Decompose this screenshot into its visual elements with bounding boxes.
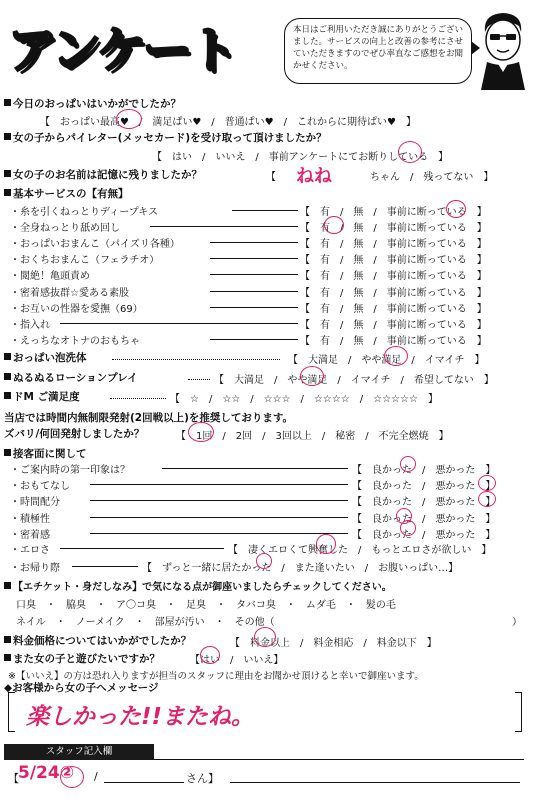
staff-mascot-icon: [477, 10, 529, 90]
q4-item: ・全身ねっとり舐め回し: [10, 223, 120, 235]
q4-item: ・密着感抜群☆愛ある素股: [10, 287, 129, 299]
q9-item: ・時間配分: [10, 497, 60, 509]
q12-label: また女の子と遊びたいですか？: [4, 651, 160, 666]
q4-item: ・おっぱいおまんこ（パイズリ各種）: [10, 239, 180, 251]
q4-item: ・閲絶！亀頭責め: [10, 271, 90, 283]
q9-item-rule: [90, 500, 348, 501]
q9-item2-mark: [478, 475, 496, 491]
q10-close: ）: [512, 617, 522, 628]
q4-item-rule: [150, 226, 298, 227]
q12-options[interactable]: 【はい / いいえ】: [190, 655, 284, 666]
q4-label: 基本サービスの【有無】: [4, 186, 129, 201]
q11-label: 料金価格についてはいかがでしたか？: [4, 633, 191, 648]
message-box[interactable]: [4, 692, 526, 732]
q8-mark: [188, 422, 214, 442]
q9-item-options[interactable]: 【 良かった / 悪かった 】: [352, 465, 496, 476]
q4-item-rule: [210, 291, 298, 292]
q9-item-rule: [90, 484, 348, 485]
q4-item: ・お互いの性器を愛撫（69）: [10, 303, 143, 315]
q4-item1-mark: [446, 200, 466, 218]
q11-mark: [254, 627, 276, 647]
q9-eroti-options[interactable]: 【 凄くエロくて興奮した / もっとエロさが欲しい 】: [228, 545, 492, 556]
q6-options[interactable]: 【 大満足 / やや満足 / イマイチ / 希望してない 】: [214, 375, 494, 386]
q12-mark: [200, 646, 220, 664]
q4-item2-mark: [324, 216, 344, 234]
q9-eroti-rule: [60, 548, 224, 549]
q3-label: 女の子のお名前は記憶に残りましたか？: [4, 167, 202, 182]
q2-label: 女の子からパイレター(メッセカード)を受け取って頂けましたか？: [4, 130, 327, 145]
q4-item-options[interactable]: 【 有 / 無 / 事前に断っている 】: [300, 335, 487, 347]
q9-item-options[interactable]: 【 良かった / 悪かった 】: [352, 497, 496, 509]
staff-label: スタッフ記入欄: [4, 744, 154, 760]
message-bracket-left: [8, 692, 15, 732]
staff-date-handwritten: 5/24②: [18, 763, 75, 783]
q9-item-options[interactable]: 【 良かった / 悪かった 】: [352, 513, 496, 525]
q10-line1[interactable]: 口臭 ・ 脇臭 ・ ア〇コ臭 ・ 足臭 ・ タバコ臭 ・ ムダ毛 ・ 髪の毛: [16, 600, 396, 611]
q9-item: ・積極性: [10, 513, 50, 525]
q9-item-options[interactable]: 【 良かった / 悪かった 】: [352, 481, 496, 493]
q9-farewell-mark: [256, 553, 272, 569]
q6-label: ぬるぬるローションプレイ: [4, 370, 138, 385]
q4-item-rule: [210, 242, 298, 243]
q4-item-rule: [210, 339, 298, 340]
q9-farewell-options[interactable]: 【 ずっと一緒に居たかった / また逢いたい / お腹いっぱい…】: [142, 563, 459, 574]
q4-item-rule: [60, 323, 298, 324]
page-title: アンケート: [8, 22, 236, 79]
q9-item: ・ご案内時の第一印象は？: [10, 465, 130, 476]
staff-rule: [154, 759, 524, 760]
staff-bracket: 【: [8, 772, 19, 785]
q3-name-handwritten: ねね: [296, 166, 332, 187]
q9-item: ・密着感: [10, 529, 50, 541]
q4-item: ・糸を引くねっとりディープキス: [10, 207, 159, 218]
q4-item-rule: [210, 307, 298, 308]
q6-mark: [300, 366, 324, 386]
q9-item-options[interactable]: 【 良かった / 悪かった 】: [352, 529, 496, 541]
q11-options[interactable]: 【 料金以上 / 料金相応 / 料金以下 】: [230, 638, 437, 649]
q4-item: ・指入れ: [10, 319, 50, 331]
q7-label: ドM ご満足度: [4, 389, 80, 404]
q8-label: ズバリ/何回発射しましたか？: [4, 428, 145, 440]
q4-item-options[interactable]: 【 有 / 無 / 事前に断っている 】: [300, 271, 487, 283]
greeting-bubble: [284, 18, 472, 84]
q7-options[interactable]: 【 ☆ / ☆☆ / ☆☆☆ / ☆☆☆☆ / ☆☆☆☆☆ 】: [170, 394, 438, 405]
q9-farewell-label: ・お帰り際: [10, 563, 60, 574]
q9-eroti-label: ・エロさ: [10, 545, 50, 556]
q9-item-rule: [90, 533, 348, 534]
staff-name-rule[interactable]: [230, 782, 520, 783]
q8-note: 当店では時間内無制限発射(2回戦以上)を推奨しております。: [4, 412, 294, 424]
q5-options[interactable]: 【 大満足 / やや満足 / イマイチ 】: [288, 355, 485, 366]
staff-date-rule: [104, 782, 184, 783]
q6-leader: [188, 379, 210, 380]
q4-item-options[interactable]: 【 有 / 無 / 事前に断っている 】: [300, 255, 487, 267]
q2-options[interactable]: 【 はい / いいえ / 事前アンケートにてお断りしている 】: [152, 152, 449, 163]
q4-item-rule: [232, 210, 298, 211]
staff-san: さん】: [186, 772, 219, 785]
q1-label: 今日のおっぱいはいかがでしたか？: [4, 96, 181, 111]
message-bracket-right: [515, 692, 522, 732]
q1-options[interactable]: 【 おっぱい最高♥ / 満足ぱい♥ / 普通ぱい♥ / これからに期待ぱい♥ 】: [40, 117, 416, 128]
greeting-text: 本日はご利用いただき誠にありがとうございました。サービスの向上と改善の参考にさせていただきますのでぜひ率直なご感想をお聞かせください。: [293, 25, 464, 71]
q1-mark: [116, 109, 142, 129]
q10-line2[interactable]: ネイル ・ ノーメイク ・ 部屋が汚い ・ その他（: [16, 617, 275, 628]
staff-date-mark: [60, 766, 84, 788]
q9-item1-mark: [400, 456, 416, 472]
staff-slash: /: [94, 770, 98, 783]
q9-item-rule: [162, 468, 348, 469]
q7-leader: [110, 398, 166, 399]
q9-farewell-rule: [72, 566, 138, 567]
q4-item-options[interactable]: 【 有 / 無 / 事前に断っている 】: [300, 319, 487, 331]
q2-mark: [398, 141, 422, 163]
q5-mark: [384, 346, 408, 366]
q3-bracket: 【: [266, 172, 276, 183]
q9-eroti-mark: [316, 534, 336, 554]
q9-item5-mark: [400, 520, 416, 536]
q10-label: 【エチケット・身だしなみ】で気になる点が御座いましたらチェックしてください。: [4, 578, 392, 593]
q4-item-options[interactable]: 【 有 / 無 / 事前に断っている 】: [300, 223, 487, 235]
q4-item-options[interactable]: 【 有 / 無 / 事前に断っている 】: [300, 207, 487, 218]
q12-note: ※【いいえ】の方は恐れ入りますが担当のスタッフに理由をお聞かせ頂けると幸いで御座います。: [8, 671, 424, 682]
q4-item-options[interactable]: 【 有 / 無 / 事前に断っている 】: [300, 303, 487, 315]
q9-item-rule: [90, 517, 348, 518]
q8-options[interactable]: 【 1回 / 2回 / 3回以上 / 秘密 / 不完全燃焼 】: [176, 431, 449, 442]
q5-label: おっぱい泡洗体: [4, 350, 87, 365]
staff-section: [4, 744, 524, 760]
q9-label: 接客面に関して: [4, 446, 87, 461]
q4-item-rule: [210, 258, 298, 259]
q4-item: ・おくちおまんこ（フェラチオ）: [10, 255, 160, 267]
q5-leader: [112, 359, 280, 360]
q4-item: ・えっちなオトナのおもちゃ: [10, 335, 140, 347]
q4-item-rule: [210, 274, 298, 275]
message-handwritten: 楽しかった!!またね。: [26, 704, 254, 730]
q4-item-options[interactable]: 【 有 / 無 / 事前に断っている 】: [300, 239, 487, 251]
q9-item: ・おもてなし: [10, 481, 70, 493]
q9-item3-mark: [478, 491, 496, 507]
q3-options[interactable]: ちゃん / 残ってない 】: [370, 172, 494, 183]
q4-item-options[interactable]: 【 有 / 無 / 事前に断っている 】: [300, 287, 487, 299]
message-label: ◆お客様から女の子へメッセージ: [4, 682, 159, 694]
